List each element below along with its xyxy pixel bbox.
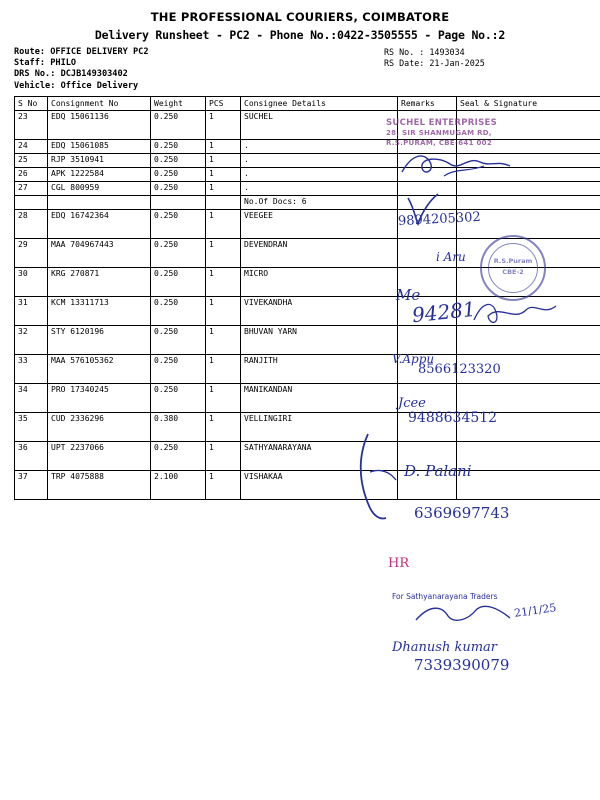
table-row bbox=[15, 354, 600, 383]
cell-pcs: 1 bbox=[206, 181, 241, 195]
cell-remarks bbox=[398, 167, 457, 181]
cell-remarks bbox=[398, 383, 457, 412]
cell-sno: 35 bbox=[15, 412, 48, 441]
cell-seal bbox=[457, 167, 600, 181]
cell-weight: 0.250 bbox=[151, 238, 206, 267]
cell-cn: TRP 4075888 bbox=[48, 470, 151, 499]
cell-remarks bbox=[398, 296, 457, 325]
cell-remarks bbox=[398, 110, 457, 139]
cell-pcs: 1 bbox=[206, 412, 241, 441]
cell-seal bbox=[457, 110, 600, 139]
col-remarks: Remarks bbox=[398, 96, 457, 110]
cell-consignee: MANIKANDAN bbox=[241, 383, 398, 412]
cell-seal bbox=[457, 209, 600, 238]
signature-stroke bbox=[414, 600, 524, 626]
staff-label: Staff: PHILO bbox=[14, 58, 77, 69]
cell-sno: 28 bbox=[15, 209, 48, 238]
cell-remarks bbox=[398, 238, 457, 267]
cell-consignee: MICRO bbox=[241, 267, 398, 296]
stamp-suchel-line2: 28, SIR SHANMUGAM RD, bbox=[386, 129, 492, 137]
cell-pcs: 1 bbox=[206, 153, 241, 167]
table-row bbox=[15, 238, 600, 267]
document-title: Delivery Runsheet - PC2 - Phone No.:0422-3505555 - Page No.:2 bbox=[94, 28, 506, 42]
cell-remarks bbox=[398, 354, 457, 383]
cell-weight: 0.250 bbox=[151, 267, 206, 296]
cell-pcs: 1 bbox=[206, 167, 241, 181]
cell-cn: APK 1222584 bbox=[48, 167, 151, 181]
cell-weight: 0.250 bbox=[151, 325, 206, 354]
cell-remarks bbox=[398, 195, 457, 209]
cell-cn: MAA 704967443 bbox=[48, 238, 151, 267]
cell-sno: 25 bbox=[15, 153, 48, 167]
signature-vivekandha: V.Appu bbox=[392, 352, 435, 366]
cell-pcs: 1 bbox=[206, 110, 241, 139]
rs-meta bbox=[384, 47, 485, 69]
table-row bbox=[15, 139, 600, 153]
cell-weight: 0.250 bbox=[151, 209, 206, 238]
cell-remarks bbox=[398, 209, 457, 238]
cell-weight: 0.250 bbox=[151, 441, 206, 470]
cell-pcs: 1 bbox=[206, 441, 241, 470]
stamp-rs-puram-mid: CBE-2 bbox=[502, 268, 524, 276]
rs-date-label: RS Date: 21-Jan-2025 bbox=[384, 58, 485, 69]
cell-pcs bbox=[206, 195, 241, 209]
cell-weight: 0.380 bbox=[151, 412, 206, 441]
stamp-rs-puram-top: R.S.Puram bbox=[493, 257, 533, 265]
table-row bbox=[15, 181, 600, 195]
cell-weight: 0.250 bbox=[151, 139, 206, 153]
signature-bhuvan: Jcee bbox=[398, 396, 426, 411]
cell-seal bbox=[457, 153, 600, 167]
phone-vishakaa: 7339390079 bbox=[414, 656, 510, 674]
cell-consignee: RANJITH bbox=[241, 354, 398, 383]
cell-pcs: 1 bbox=[206, 354, 241, 383]
table-row bbox=[15, 441, 600, 470]
cell-sno: 34 bbox=[15, 383, 48, 412]
cell-remarks bbox=[398, 267, 457, 296]
phone-manikandan: 6369697743 bbox=[414, 504, 510, 522]
table-body bbox=[15, 110, 600, 499]
cell-weight: 0.250 bbox=[151, 110, 206, 139]
cell-cn: EDQ 16742364 bbox=[48, 209, 151, 238]
table-header-row bbox=[15, 96, 600, 110]
cell-seal bbox=[457, 195, 600, 209]
signature-vishakaa: Dhanush kumar bbox=[392, 640, 498, 655]
cell-sno: 23 bbox=[15, 110, 48, 139]
cell-remarks bbox=[398, 412, 457, 441]
cell-pcs: 1 bbox=[206, 325, 241, 354]
cell-weight: 0.250 bbox=[151, 167, 206, 181]
scribble-micro-number: 94281 bbox=[410, 296, 477, 328]
cell-sno: 24 bbox=[15, 139, 48, 153]
cell-cn: KRG 270871 bbox=[48, 267, 151, 296]
cell-weight bbox=[151, 195, 206, 209]
col-seal-signature: Seal & Signature bbox=[457, 96, 600, 110]
cell-sno: 30 bbox=[15, 267, 48, 296]
cell-cn: RJP 3510941 bbox=[48, 153, 151, 167]
company-title: THE PROFESSIONAL COURIERS, COIMBATORE bbox=[150, 10, 450, 24]
rs-no-label: RS No. : 1493034 bbox=[384, 47, 465, 57]
cell-sno: 32 bbox=[15, 325, 48, 354]
col-sno: S No bbox=[15, 96, 48, 110]
cell-cn: CUD 2336296 bbox=[48, 412, 151, 441]
cell-consignee: . bbox=[241, 167, 398, 181]
cell-cn: MAA 576105362 bbox=[48, 354, 151, 383]
cell-remarks bbox=[398, 181, 457, 195]
cell-sno: 29 bbox=[15, 238, 48, 267]
signature-micro: Me bbox=[396, 286, 421, 304]
cell-seal bbox=[457, 267, 600, 296]
cell-sno: 37 bbox=[15, 470, 48, 499]
cell-weight: 2.100 bbox=[151, 470, 206, 499]
cell-cn: CGL 800959 bbox=[48, 181, 151, 195]
stamp-suchel-line3: R.S.PURAM, CBE-641 002 bbox=[386, 139, 492, 147]
cell-seal bbox=[457, 325, 600, 354]
table-row bbox=[15, 412, 600, 441]
cell-seal bbox=[457, 441, 600, 470]
stamp-suchel-line1: SUCHEL ENTERPRISES bbox=[386, 118, 498, 128]
phone-veegee: 9894205302 bbox=[397, 209, 482, 230]
stamp-sathyanarayana: For Sathyanarayana Traders bbox=[392, 592, 498, 601]
cell-pcs: 1 bbox=[206, 296, 241, 325]
table-row bbox=[15, 325, 600, 354]
col-consignee-details: Consignee Details bbox=[241, 96, 398, 110]
meta-block bbox=[14, 47, 586, 92]
cell-consignee: SATHYANARAYANA bbox=[241, 441, 398, 470]
date-sathyanarayana: 21/1/25 bbox=[513, 601, 558, 620]
cell-pcs: 1 bbox=[206, 238, 241, 267]
col-weight: Weight bbox=[151, 96, 206, 110]
cell-remarks bbox=[398, 441, 457, 470]
cell-sno: 31 bbox=[15, 296, 48, 325]
cell-weight: 0.250 bbox=[151, 153, 206, 167]
table-row bbox=[15, 470, 600, 499]
cell-weight: 0.250 bbox=[151, 296, 206, 325]
cell-seal bbox=[457, 238, 600, 267]
cell-cn: KCM 13311713 bbox=[48, 296, 151, 325]
cell-consignee: DEVENDRAN bbox=[241, 238, 398, 267]
table-row bbox=[15, 209, 600, 238]
drs-label: DRS No.: DCJB149303402 bbox=[14, 69, 128, 80]
col-pcs: PCS bbox=[206, 96, 241, 110]
remark-hr: HR bbox=[388, 556, 410, 571]
cell-consignee: VISHAKAA bbox=[241, 470, 398, 499]
cell-remarks bbox=[398, 153, 457, 167]
table-row bbox=[15, 296, 600, 325]
phone-bhuvan: 9488634512 bbox=[408, 410, 498, 426]
cell-remarks bbox=[398, 139, 457, 153]
cell-consignee: VEEGEE bbox=[241, 209, 398, 238]
cell-weight: 0.250 bbox=[151, 383, 206, 412]
cell-seal bbox=[457, 383, 600, 412]
cell-docs-count: No.Of Docs: 6 bbox=[241, 195, 398, 209]
cell-pcs: 1 bbox=[206, 470, 241, 499]
cell-sno: 26 bbox=[15, 167, 48, 181]
cell-consignee: . bbox=[241, 181, 398, 195]
signature-ranjith: D. Palani bbox=[404, 462, 472, 480]
signature-sathyanarayana bbox=[414, 600, 524, 630]
cell-pcs: 1 bbox=[206, 383, 241, 412]
cell-remarks bbox=[398, 325, 457, 354]
col-consignment-no: Consignment No bbox=[48, 96, 151, 110]
cell-consignee: SUCHEL bbox=[241, 110, 398, 139]
signature-devendran: i Aru bbox=[436, 250, 466, 264]
cell-pcs: 1 bbox=[206, 139, 241, 153]
cell-seal bbox=[457, 139, 600, 153]
cell-sno: 36 bbox=[15, 441, 48, 470]
cell-sno bbox=[15, 195, 48, 209]
cell-consignee: BHUVAN YARN bbox=[241, 325, 398, 354]
table-row bbox=[15, 110, 600, 139]
table-row-docs-note bbox=[15, 195, 600, 209]
cell-cn: STY 6120196 bbox=[48, 325, 151, 354]
phone-vivekandha: 8566123320 bbox=[418, 362, 501, 377]
cell-cn: EDQ 15061136 bbox=[48, 110, 151, 139]
route-label: Route: OFFICE DELIVERY PC2 bbox=[14, 47, 149, 57]
table-row bbox=[15, 153, 600, 167]
cell-consignee: . bbox=[241, 153, 398, 167]
table-row bbox=[15, 383, 600, 412]
cell-sno: 33 bbox=[15, 354, 48, 383]
cell-weight: 0.250 bbox=[151, 181, 206, 195]
cell-seal bbox=[457, 181, 600, 195]
cell-pcs: 1 bbox=[206, 209, 241, 238]
cell-seal bbox=[457, 296, 600, 325]
cell-cn: UPT 2237066 bbox=[48, 441, 151, 470]
table-row bbox=[15, 267, 600, 296]
cell-cn: EDQ 15061085 bbox=[48, 139, 151, 153]
cell-cn bbox=[48, 195, 151, 209]
cell-seal bbox=[457, 354, 600, 383]
runsheet-table bbox=[14, 96, 600, 500]
cell-pcs: 1 bbox=[206, 267, 241, 296]
cell-cn: PRO 17340245 bbox=[48, 383, 151, 412]
cell-seal bbox=[457, 470, 600, 499]
cell-weight: 0.250 bbox=[151, 354, 206, 383]
cell-consignee: . bbox=[241, 139, 398, 153]
cell-consignee: VIVEKANDHA bbox=[241, 296, 398, 325]
vehicle-label: Vehicle: Office Delivery bbox=[14, 80, 139, 91]
cell-sno: 27 bbox=[15, 181, 48, 195]
cell-consignee: VELLINGIRI bbox=[241, 412, 398, 441]
cell-seal bbox=[457, 412, 600, 441]
table-row bbox=[15, 167, 600, 181]
cell-remarks bbox=[398, 470, 457, 499]
